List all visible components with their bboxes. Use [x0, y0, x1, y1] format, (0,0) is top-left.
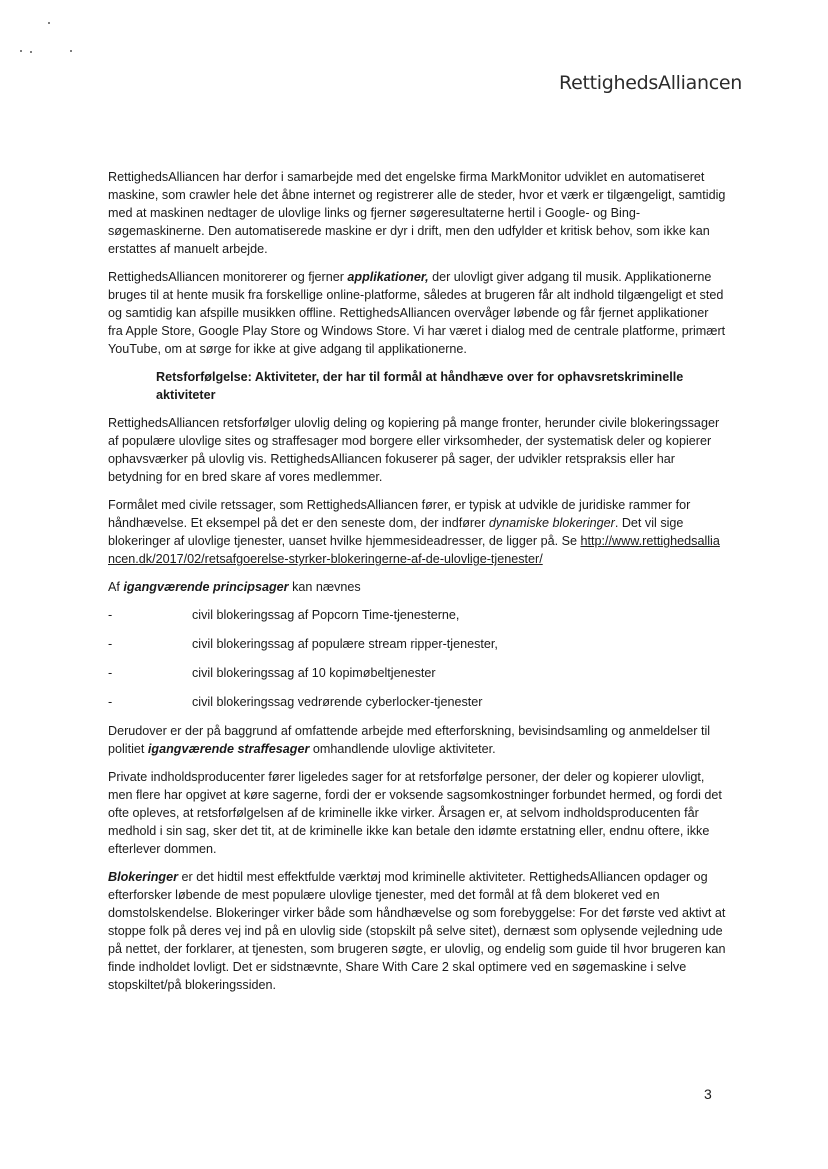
- bullet-dash: -: [108, 608, 113, 622]
- paragraph-criminal-cases: [108, 722, 726, 758]
- page-number: 3: [704, 1086, 712, 1102]
- list-item: [108, 693, 726, 711]
- emphasis-blocking: Blokeringer: [108, 870, 178, 884]
- section-heading: Retsforfølgelse: Aktiviteter, der har til formål at håndhæve over for ophavsretskriminelle aktiviteter: [156, 370, 684, 402]
- list-item: [108, 606, 726, 624]
- text-run: der ulovligt giver adgang til musik. Applikationerne bruges til at hente musik fra forskellige online-platforme, således at brugeren får alt indhold tilgængeligt et sted og samtidig kan afspille musikken offline. RettighedsAlliancen overvåger løbende og får fjernet applikationer fra Apple Store, Google Play Store og Windows Store. Vi har været i dialog med de centrale platforme, primært YouTube, om at sørge for ikke at give adgang til applikationerne.: [108, 270, 726, 356]
- paragraph-prosecution: RettighedsAlliancen retsforfølger ulovlig deling og kopiering på mange fronter, herunder civile blokeringssager af populære ulovlige sites og straffesager mod borgere eller virksomheder, der systematisk deler og kopierer ophavsværker på ulovlig vis. RettighedsAlliancen fokuserer på sager, der udvikler retspraksis eller har betydning for en bred skare af vores medlemmer.: [108, 416, 720, 484]
- text-run: . Det vil sige blokeringer af ulovlige tjenester, uanset hvilke hjemmesideadresser, de ligger på. Se: [108, 516, 684, 548]
- text-run: Formålet med civile retssager, som RettighedsAlliancen fører, er typisk at udvikle de juridiske rammer for håndhævelse. Et eksempel på det er den seneste dom, der indfører: [108, 498, 691, 530]
- scan-speck: [20, 50, 22, 52]
- scan-speck: [30, 51, 32, 53]
- list-item-text: civil blokeringssag vedrørende cyberlocker-tjenester: [192, 695, 483, 709]
- paragraph-principle-cases: [108, 578, 726, 596]
- bullet-dash: -: [108, 695, 113, 709]
- emphasis-criminal-cases: igangværende straffesager: [147, 742, 310, 756]
- text-run: er det hidtil mest effektfulde værktøj mod kriminelle aktiviteter. RettighedsAlliancen opdager og efterforsker løbende de mest populære ulovlige tjenester, med det formål at få dem blokeret ved en domstolskendelse. Blokeringer virker både som håndhævelse og som forebyggelse: For det første ved aktivt at stoppe folk på deres vej ind på en ulovlig side (stopskilt på selve sitet), dernæst som oplysende vejledning ude på nettet, der forklarer, at tjenesten, som brugeren søgte, er ulovlig, og endelig som guide til hvor brugeren kan finde indholdet lovligt. Det er sidstnævnte, Share With Care 2 skal optimere ved en søgemaskine i selve stopskiltet/på blokeringssiden.: [108, 870, 726, 992]
- text-run: kan nævnes: [288, 580, 361, 594]
- paragraph-civil-cases: [108, 496, 726, 568]
- bullet-dash: -: [108, 666, 113, 680]
- text-run: Af: [108, 580, 124, 594]
- scan-speck: [48, 22, 50, 24]
- paragraph-private-producers: Private indholdsproducenter fører ligeledes sager for at retsforfølge personer, der deler og kopierer ulovligt, men flere har opgivet at køre sagerne, fordi der er voksende sagsomkostninger forbundet hermed, og fordi det ofte opleves, at retsforfølgelsen af de kriminelle ikke virker. Årsagen er, at selvom indholdsproducenten får medhold i sin sag, sker det tit, at de kriminelle ikke kan betale den idømte erstatning eller, endnu oftere, ikke efterlever dommen.: [108, 770, 722, 856]
- list-item: [108, 635, 726, 653]
- company-logo: RettighedsAlliancen: [559, 72, 742, 94]
- list-item-text: civil blokeringssag af 10 kopimøbeltjenester: [192, 666, 436, 680]
- bullet-dash: -: [108, 637, 113, 651]
- text-run: Derudover er der på baggrund af omfattende arbejde med efterforskning, bevisindsamling og anmeldelser til politiet: [108, 724, 711, 756]
- paragraph-blocking: [108, 868, 726, 994]
- emphasis-applications: applikationer,: [347, 270, 429, 284]
- list-item-text: civil blokeringssag af Popcorn Time-tjenesterne,: [192, 608, 460, 622]
- document-body: [108, 168, 726, 1004]
- bullet-list: [108, 606, 726, 711]
- emphasis-dynamic-blocking: dynamiske blokeringer: [488, 516, 615, 530]
- list-item: [108, 664, 726, 682]
- text-run: RettighedsAlliancen monitorerer og fjerner: [108, 270, 348, 284]
- list-item-text: civil blokeringssag af populære stream ripper-tjenester,: [192, 637, 498, 651]
- paragraph-applications: [108, 268, 726, 358]
- scan-speck: [70, 50, 72, 52]
- emphasis-principle-cases: igangværende principsager: [123, 580, 289, 594]
- text-run: omhandlende ulovlige aktiviteter.: [309, 742, 496, 756]
- paragraph-markmonitor: RettighedsAlliancen har derfor i samarbejde med det engelske firma MarkMonitor udviklet en automatiseret maskine, som crawler hele det åbne internet og registrerer alle de steder, hvor et værk er tilgængeligt, samtidig med at maskinen nedtager de ulovlige links og fjerner søgeresultaterne hertil i Google- og Bing-søgemaskinerne. Den automatiserede maskine er dyr i drift, men den udfylder et kritisk behov, som ikke kan erstattes af manuelt arbejde.: [108, 170, 726, 256]
- article-link[interactable]: http://www.rettighedsalliancen.dk/2017/02/retsafgoerelse-styrker-blokeringerne-af-de-ulovlige-tjenester/: [108, 534, 720, 566]
